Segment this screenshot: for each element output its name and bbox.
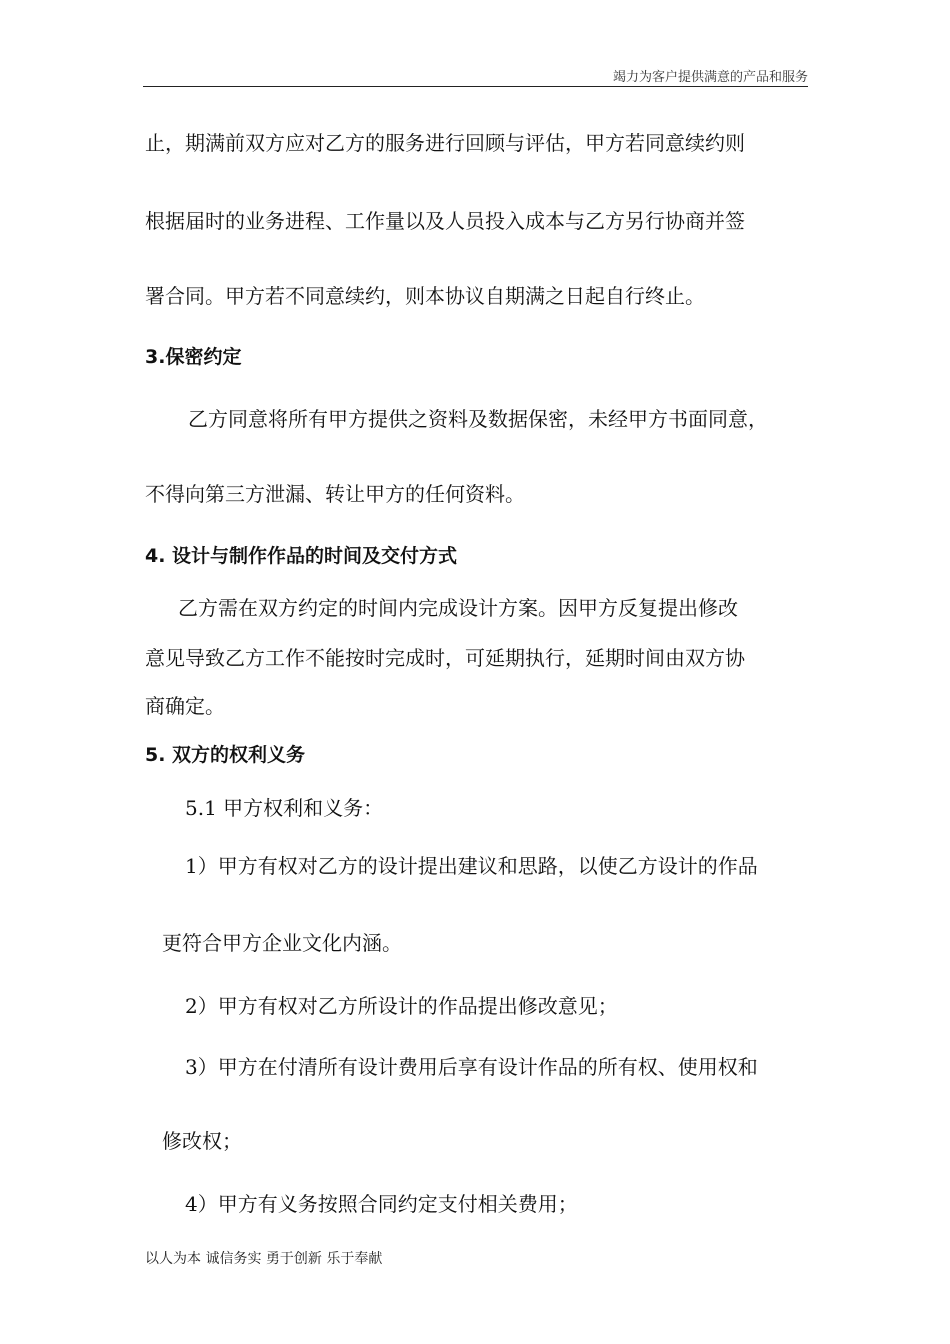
footer-motto: 以人为本 诚信务实 勇于创新 乐于奉献: [145, 1251, 383, 1267]
paragraph-line: 乙方需在双方约定的时间内完成设计方案。因甲方反复提出修改: [178, 596, 738, 620]
list-item: 修改权；: [162, 1129, 242, 1153]
list-item: 2）甲方有权对乙方所设计的作品提出修改意见；: [185, 994, 618, 1018]
list-item: 4）甲方有义务按照合同约定支付相关费用；: [185, 1192, 578, 1216]
list-item: 1）甲方有权对乙方的设计提出建议和思路，以使乙方设计的作品: [185, 854, 758, 878]
paragraph-line: 止，期满前双方应对乙方的服务进行回顾与评估，甲方若同意续约则: [145, 131, 745, 155]
section-heading: 5. 双方的权利义务: [145, 744, 306, 766]
header-divider: [143, 86, 808, 87]
list-item: 3）甲方在付清所有设计费用后享有设计作品的所有权、使用权和: [185, 1055, 758, 1079]
paragraph-line: 署合同。甲方若不同意续约，则本协议自期满之日起自行终止。: [145, 284, 705, 308]
paragraph-line: 不得向第三方泄漏、转让甲方的任何资料。: [145, 482, 525, 506]
subsection-heading: 5.1 甲方权利和义务：: [185, 796, 384, 820]
paragraph-line: 根据届时的业务进程、工作量以及人员投入成本与乙方另行协商并签: [145, 209, 745, 233]
list-item: 更符合甲方企业文化内涵。: [162, 931, 402, 955]
section-heading: 4. 设计与制作作品的时间及交付方式: [145, 545, 458, 567]
header-tagline: 竭力为客户提供满意的产品和服务: [612, 70, 808, 85]
section-heading: 3.保密约定: [145, 346, 242, 368]
paragraph-line: 意见导致乙方工作不能按时完成时，可延期执行，延期时间由双方协: [145, 646, 745, 670]
paragraph-line: 乙方同意将所有甲方提供之资料及数据保密，未经甲方书面同意，: [188, 407, 768, 431]
paragraph-line: 商确定。: [145, 694, 225, 718]
